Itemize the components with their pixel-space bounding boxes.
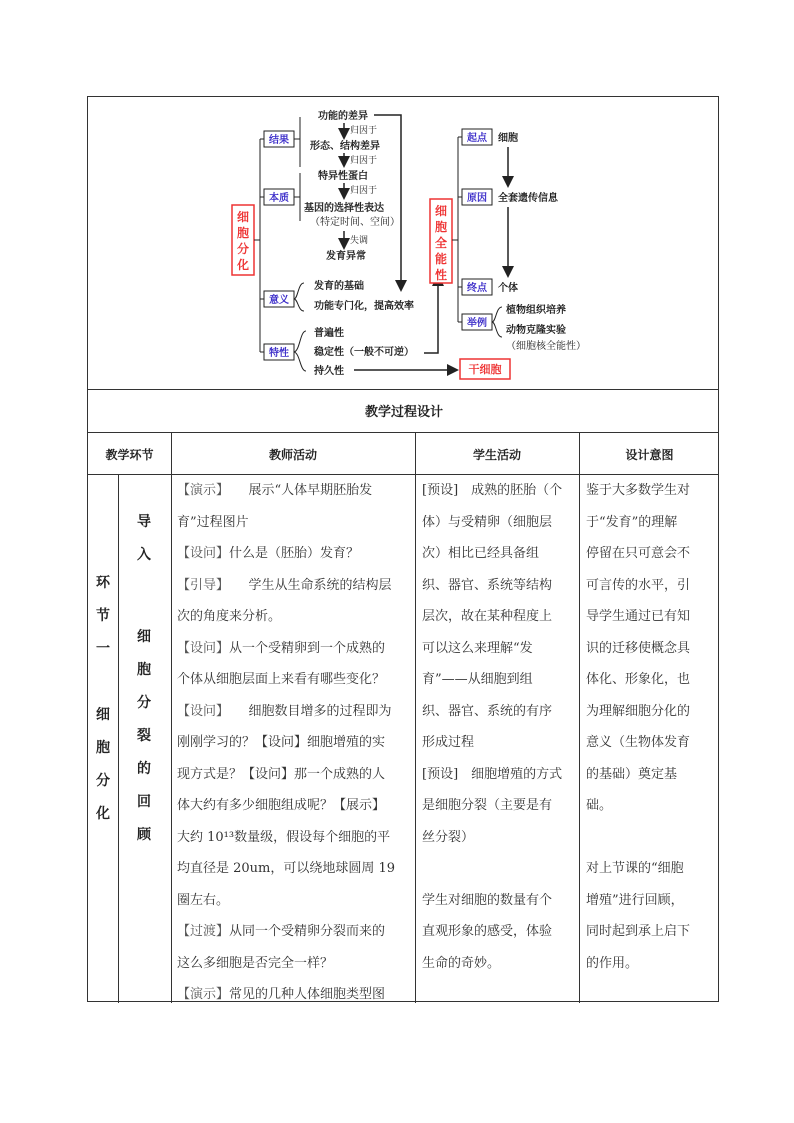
result-arrow1: 归因于 [350,126,378,136]
student-line: 织、器官、系统等结构 [422,577,553,593]
lesson-table [87,96,719,1002]
stage-sub-review: 细 胞 分 裂 的 回 顾 [137,629,151,843]
teacher-activity [177,475,413,1011]
intent-line: 为理解细胞分化的 [586,703,691,719]
header-intent: 设计意图 [625,448,674,462]
toti-title-1: 胞 [434,220,448,234]
intent-line: 对上节课的“细胞 [586,861,684,876]
teacher-line: 体大约有多少细胞组成呢？【展示】 [177,798,386,813]
concept-diagram [88,97,720,389]
result-arrow2: 归因于 [350,156,378,166]
teacher-line: 刚刚学习的？【设问】细胞增殖的实 [177,735,386,750]
header-teacher: 教师活动 [268,448,317,462]
intent-line: 可言传的水平，引 [586,577,691,593]
design-intent [586,475,718,979]
header-step: 教学环节 [105,448,154,462]
teacher-line: 【演示】 展示“人体早期胚胎发 [177,483,373,498]
essence-line4: 发育异常 [326,251,366,262]
feature-line1: 普遍性 [314,328,344,339]
teacher-line: 现方式是？【设问】那一个成熟的人 [177,766,386,782]
teacher-line: 大约 10¹³数量级，假设每个细胞的平 [177,829,391,845]
essence-arrow1: 归因于 [350,186,378,196]
result-label: 结果 [269,135,289,146]
divider [88,432,718,433]
meaning-line1: 发育的基础 [314,281,364,292]
intent-line: 停留在只可意会不 [586,546,691,561]
col-divider [118,474,119,1003]
student-line: 直观形象的感受，体验 [422,924,553,939]
student-activity [422,475,578,979]
essence-arrow2: 失调 [350,236,369,246]
toti-title-0: 细 [434,204,448,218]
reason-label: 原因 [467,193,487,204]
intent-line: 于“发育”的理解 [586,514,678,530]
teacher-line: 【设问】什么是（胚胎）发育？ [177,546,360,561]
student-line: 次）相比已经具备组 [422,546,540,561]
meaning-label: 意义 [269,295,289,306]
diff-title-1: 胞 [236,226,250,240]
toti-title-3: 能 [434,252,448,266]
student-line: 生命的奇妙。 [422,955,501,971]
student-line: 是细胞分裂（主要是有 [422,798,553,813]
meaning-line2: 功能专门化，提高效率 [314,301,414,312]
teacher-line: 育”过程图片 [177,514,249,530]
stage-sub-intro: 导 入 [137,514,151,563]
student-line: 学生对细胞的数量有个 [422,892,553,908]
student-line: 层次，故在某种程度上 [422,609,553,624]
toti-title-2: 全 [434,236,448,250]
divider [88,389,718,390]
feature-label: 特性 [269,348,289,359]
essence-line2: 基因的选择性表达 [304,203,384,214]
col-divider [415,432,416,1003]
intent-line: 础。 [586,798,613,813]
toti-title-4: 性 [434,268,448,282]
example-label: 举例 [467,318,487,329]
teacher-line: 次的角度来分析。 [177,609,282,624]
student-line [422,853,578,885]
result-line2: 形态、结构差异 [310,141,380,152]
teacher-line: 【引导】 学生从生命系统的结构层 [177,577,392,593]
feature-line3: 持久性 [314,366,344,377]
teacher-line: 【设问】从一个受精卵到一个成熟的 [177,640,386,656]
example-line1: 植物组织培养 [506,305,566,316]
start-label: 起点 [467,133,487,144]
start-value: 细胞 [498,133,518,144]
teacher-line: 这么多细胞是否完全一样？ [177,955,334,971]
stem-cell: 干细胞 [468,363,502,376]
header-student: 学生活动 [472,448,521,462]
essence-label: 本质 [269,193,289,204]
essence-line1: 特异性蛋白 [318,171,368,182]
diff-title-0: 细 [236,210,250,224]
student-line: 丝分裂） [422,829,475,845]
stage-main: 环 节 一 细 胞 分 化 [96,575,110,822]
col-divider [579,432,580,1003]
intent-line: 鉴于大多数学生对 [586,483,691,498]
intent-line: 的基础）奠定基 [586,766,678,782]
end-label: 终点 [467,283,487,294]
section-title: 教学过程设计 [364,405,443,420]
intent-line: 的作用。 [586,955,639,971]
col-divider [171,432,172,1003]
example-line2: 动物克隆实验 [506,325,566,336]
student-line: 形成过程 [422,735,475,750]
feature-line2: 稳定性（一般不可逆） [314,347,414,358]
result-line1: 功能的差异 [318,111,368,122]
intent-line: 识的迁移使概念具 [586,640,691,656]
intent-line [586,822,718,854]
student-line: 织、器官、系统的有序 [422,703,553,719]
student-line: [预设] 细胞增殖的方式 [422,766,563,782]
essence-line3: （特定时间、空间） [310,217,400,228]
diff-title-3: 化 [236,258,250,272]
student-line: 体）与受精卵（细胞层 [422,514,553,530]
intent-line: 导学生通过已有知 [586,609,691,624]
intent-line: 意义（生物体发育 [586,735,691,750]
teacher-line: 【演示】常见的几种人体细胞类型图 [177,987,386,1002]
teacher-line: 【过渡】从同一个受精卵分裂而来的 [177,924,386,939]
student-line: [预设] 成熟的胚胎（个 [422,483,563,498]
teacher-line: 个体从细胞层面上来看有哪些变化？ [177,672,386,687]
student-line: 可以这么来理解“发 [422,640,533,656]
teacher-line: 圈左右。 [177,892,230,908]
teacher-line: 均直径是 20um，可以绕地球圆周 19 [177,861,396,876]
reason-value: 全套遗传信息 [498,193,558,204]
intent-line: 增殖”进行回顾， [586,892,684,908]
student-line: 育”——从细胞到组 [422,672,533,687]
intent-line: 体化、形象化，也 [586,672,691,687]
teacher-line: 【设问】 细胞数目增多的过程即为 [177,703,392,719]
intent-line: 同时起到承上启下 [586,924,691,939]
end-value: 个体 [498,283,518,294]
diff-title-2: 分 [236,242,250,256]
example-line3: （细胞核全能性） [506,341,586,352]
